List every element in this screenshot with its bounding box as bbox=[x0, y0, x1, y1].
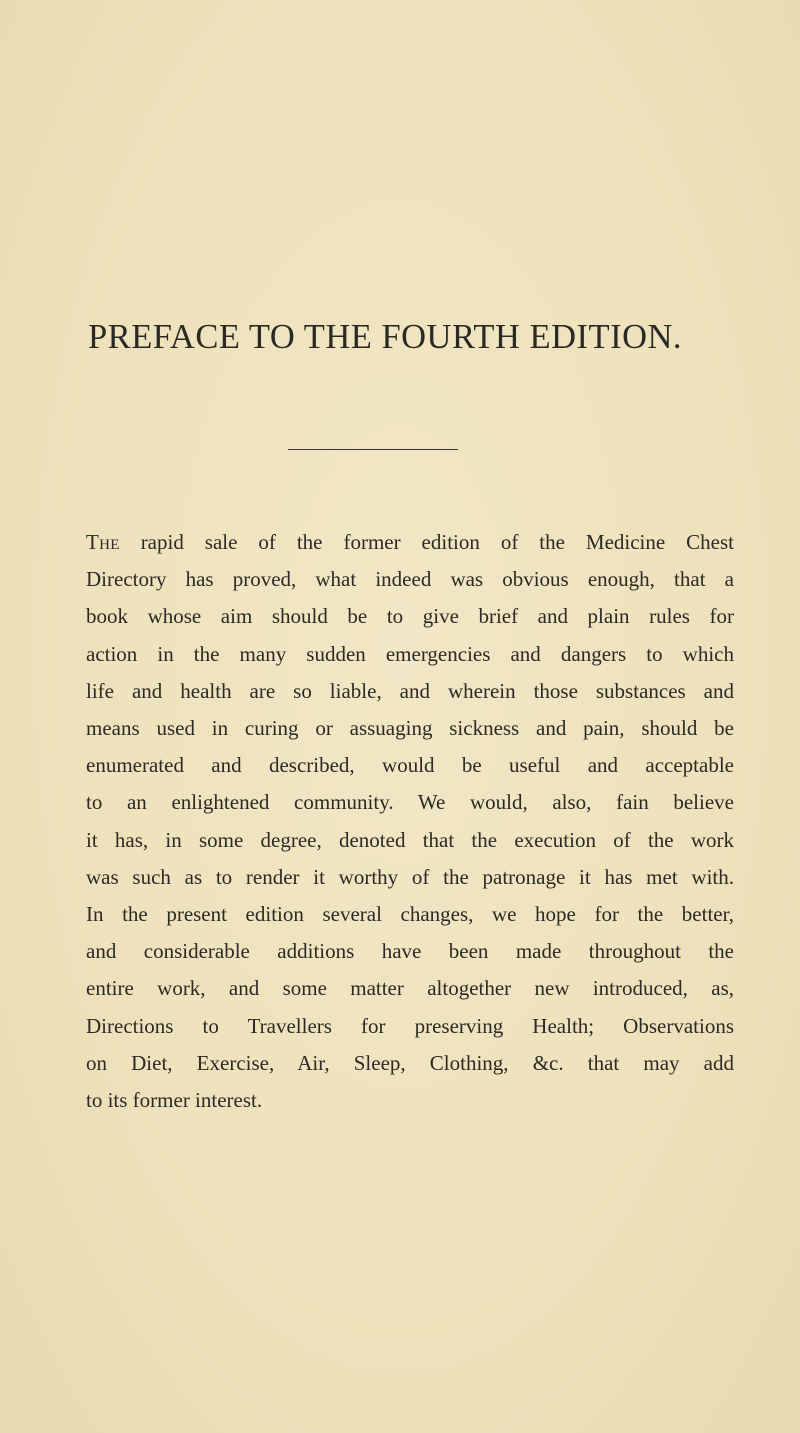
text-line: means used in curing or assuaging sickness and pain, should be bbox=[86, 716, 734, 741]
text-line: enumerated and described, would be useful and acceptable bbox=[86, 753, 734, 778]
text-line: In the present edition several changes, we hope for the better, bbox=[86, 902, 734, 927]
text-line: action in the many sudden emergencies and dangers to which bbox=[86, 641, 734, 666]
preface-paragraph bbox=[86, 524, 734, 1119]
page-title: PREFACE TO THE FOURTH EDITION. bbox=[88, 318, 683, 356]
title-divider-rule bbox=[288, 449, 458, 450]
text-line: Directory has proved, what indeed was obvious enough, that a bbox=[86, 567, 734, 592]
text-line: book whose aim should be to give brief and plain rules for bbox=[86, 604, 734, 629]
text-line: to its former interest. bbox=[86, 1088, 263, 1113]
opening-word: The bbox=[86, 530, 120, 554]
text-line: The rapid sale of the former edition of the Medicine Chest bbox=[86, 530, 734, 554]
text-line: Directions to Travellers for preserving Health; Observations bbox=[86, 1013, 734, 1038]
text-line: and considerable additions have been made throughout the bbox=[86, 939, 734, 964]
text-line: on Diet, Exercise, Air, Sleep, Clothing, &c. that may add bbox=[86, 1050, 734, 1075]
text-line: to an enlightened community. We would, also, fain believe bbox=[86, 790, 734, 815]
text-line: entire work, and some matter altogether new introduced, as, bbox=[86, 976, 734, 1001]
text-line: it has, in some degree, denoted that the execution of the work bbox=[86, 827, 734, 852]
text-line: life and health are so liable, and wherein those substances and bbox=[86, 678, 734, 703]
text-line: was such as to render it worthy of the patronage it has met with. bbox=[86, 864, 734, 889]
